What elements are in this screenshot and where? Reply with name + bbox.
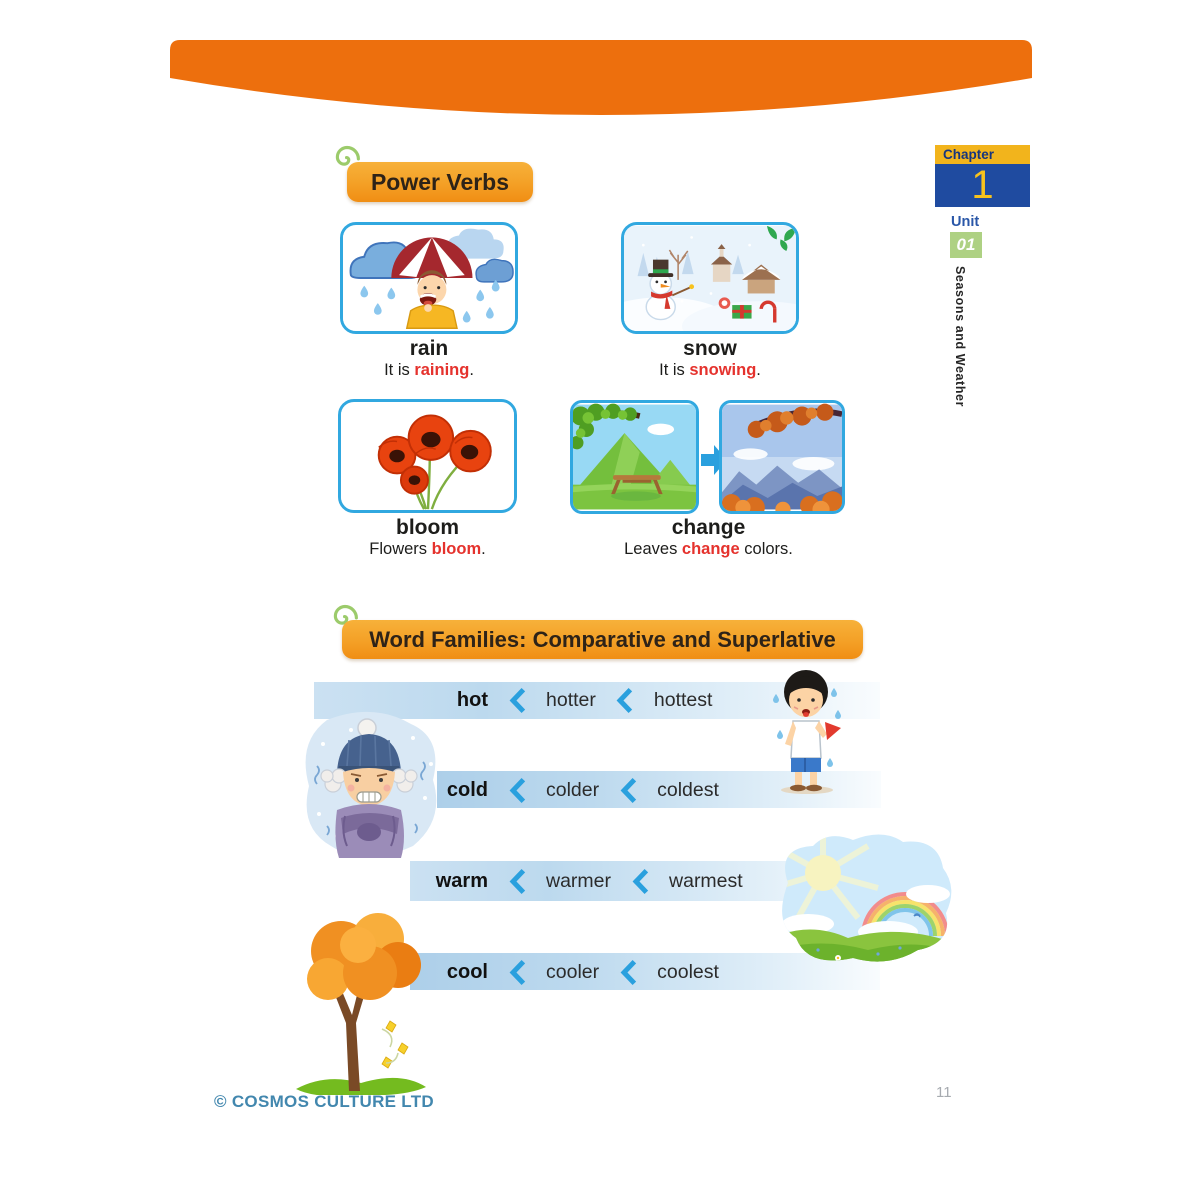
verb-sentence [338,540,517,559]
superlative-word: hottest [653,688,713,711]
less-than-icon [611,777,645,804]
rain-card [340,222,518,334]
verb-word: snow [683,337,737,360]
sentence-highlight: change [681,540,740,558]
power-verbs-title: Power Verbs [347,162,533,202]
sentence-text: . [469,361,474,379]
chapter-label: Chapter [935,145,1030,164]
base-word: warm [435,869,488,892]
sentence-highlight: bloom [431,540,482,558]
shivering-person-illustration [293,710,451,860]
verb-sentence [621,361,799,380]
sentence-highlight: raining [414,361,470,379]
comparative-word: hotter [546,688,596,711]
less-than-icon [623,868,657,895]
comparative-word: cooler [546,960,600,983]
sentence-text: Flowers [369,540,432,558]
comparative-word: warmer [546,869,612,892]
top-orange-band [170,40,1032,160]
change-before-card [570,400,699,514]
unit-label: Unit [951,214,980,230]
copyright-text: © COSMOS CULTURE LTD [214,1092,434,1111]
sentence-text: It is [659,361,690,379]
less-than-icon [500,868,534,895]
superlative-word: coldest [657,778,719,801]
less-than-icon [500,687,534,714]
comparison-row-cool [380,959,810,985]
unit-title-vertical: Seasons and Weather [953,266,967,408]
snow-card [621,222,799,334]
chapter-number: 1 [935,164,1030,207]
superlative-word: warmest [669,869,743,892]
sentence-text: Leaves [624,540,682,558]
verb-word: change [671,516,746,539]
verb-sentence [340,361,518,380]
snow-illustration [624,225,796,331]
bloom-illustration [341,402,514,510]
base-word: cold [446,778,488,801]
change-after-card [719,400,845,514]
unit-number-badge: 01 [950,232,982,258]
less-than-icon [608,687,642,714]
verb-sentence [565,540,852,559]
sentence-highlight: snowing [689,361,757,379]
comparative-word: colder [546,778,600,801]
less-than-icon [500,959,534,986]
page-number: 11 [936,1084,952,1101]
verb-word: rain [409,337,449,360]
superlative-word: coolest [657,960,719,983]
base-word: cool [446,960,488,983]
sweating-boy-illustration [765,666,849,794]
autumn-tree-illustration [286,903,438,1095]
sentence-text: . [481,540,486,558]
sentence-text: . [756,361,761,379]
rain-illustration [343,225,515,331]
summer-scene-illustration [573,403,696,511]
comparison-row-warm [380,868,810,894]
less-than-icon [611,959,645,986]
autumn-scene-illustration [722,403,842,511]
spring-meadow-illustration [768,828,952,968]
word-families-title: Word Families: Comparative and Superlative [342,620,863,659]
bloom-card [338,399,517,513]
sentence-text: It is [384,361,415,379]
verb-word: bloom [396,516,459,539]
less-than-icon [500,777,534,804]
base-word: hot [456,688,488,711]
sentence-text: colors. [739,540,793,558]
